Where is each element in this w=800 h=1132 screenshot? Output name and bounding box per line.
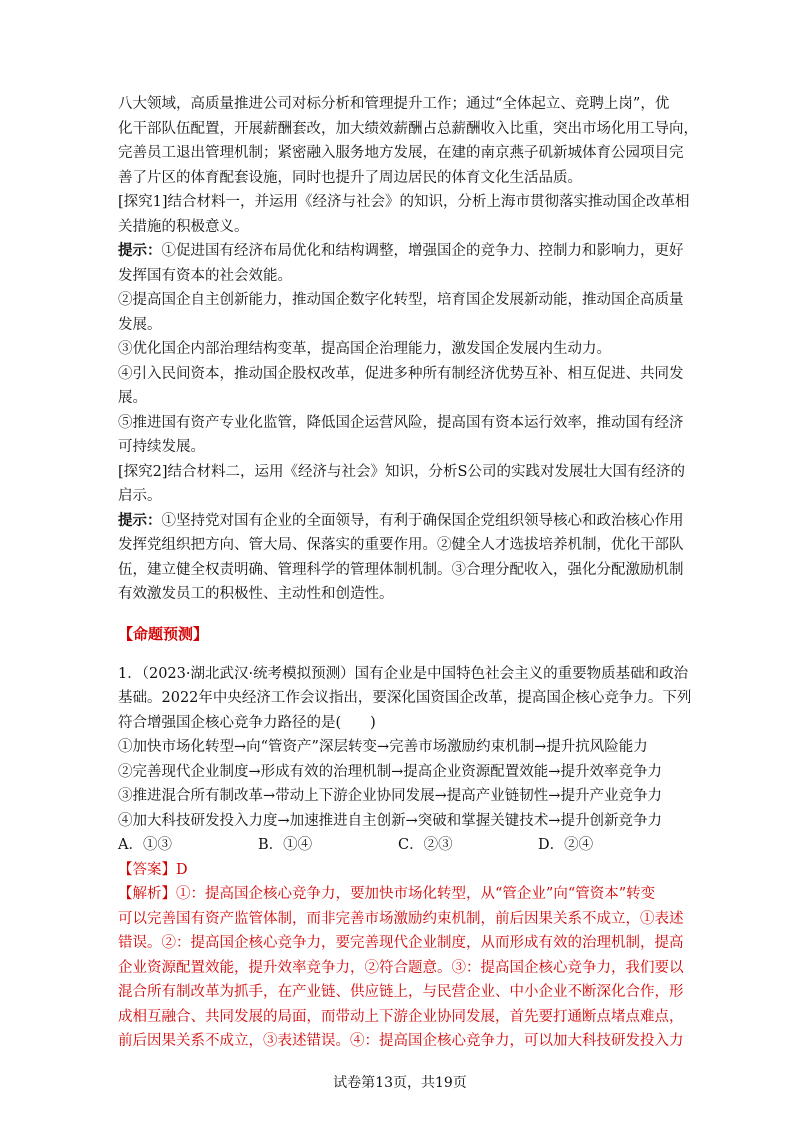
hint-line: 展。 bbox=[118, 390, 147, 406]
hint-line: 可持续发展。 bbox=[118, 439, 205, 455]
analysis bbox=[118, 882, 688, 1054]
explore-1 bbox=[118, 190, 688, 460]
option-b: B．①④ bbox=[258, 837, 313, 853]
text-line: 善了片区的体育配套设施，同时也提升了周边居民的体育文化生活品质。 bbox=[118, 169, 582, 186]
hint-line: 发挥国有资本的社会效能。 bbox=[118, 267, 292, 284]
hint-line: ⑤推进国有资产专业化监管，降低国企运营风险，提高国有资本运行效率，推动国有经济 bbox=[118, 414, 684, 431]
hint-line bbox=[118, 239, 688, 264]
hint-line: 发挥党组织把方向、管大局、保落实的重要作用。②健全人才选拔培养机制，优化干部队 bbox=[118, 537, 684, 553]
hint-line: 发展。 bbox=[118, 316, 162, 333]
text-line: 化干部队伍配置，开展薪酬套改，加大绩效薪酬占总薪酬收入比重，突出市场化用工导向， bbox=[118, 120, 698, 137]
question-1 bbox=[118, 662, 692, 858]
analysis-line: 【解析】①：提高国企核心竞争力，要加快市场化转型，从“管企业”向“管资本”转变 bbox=[118, 886, 656, 902]
question-item: ④加大科技研发投入力度→加速推进自主创新→突破和掌握关键技术→提升创新竞争力 bbox=[118, 812, 662, 829]
intro-paragraph bbox=[118, 92, 698, 190]
hint-line: ②提高国企自主创新能力，推动国企数字化转型，培育国企发展新动能，推动国企高质量 bbox=[118, 292, 684, 308]
explore-question: 启示。 bbox=[118, 488, 162, 504]
analysis-line: 混合所有制改革为抓手，在产业链、供应链上，与民营企业、中小企业不断深化合作，形 bbox=[118, 984, 684, 1000]
question-stem: 基础。2022年中央经济工作会议指出，要深化国资国企改革，提高国企核心竞争力。下列 bbox=[118, 690, 692, 706]
answer-options bbox=[118, 833, 688, 858]
page-body bbox=[118, 92, 698, 1054]
analysis-line: 企业资源配置效能，提升效率竞争力，②符合题意。③：提高国企核心竞争力，我们要以 bbox=[118, 959, 684, 976]
hint-line bbox=[118, 509, 688, 534]
hint-label: 提示： bbox=[118, 511, 162, 529]
analysis-line: 前后因果关系不成立，③表述错误。④：提高国企核心竞争力，可以加大科技研发投入力 bbox=[118, 1033, 684, 1049]
hint-line: 伍，建立健全权责明确、管理科学的管理体制机制。③合理分配收入，强化分配激励机制 bbox=[118, 561, 684, 578]
hint-line: ④引入民间资本，推动国企股权改革，促进多种所有制经济优势互补、相互促进、共同发 bbox=[118, 365, 684, 382]
analysis-line: 错误。②：提高国企核心竞争力，要完善现代企业制度，从而形成有效的治理机制，提高 bbox=[118, 935, 684, 951]
text-line: 完善员工退出管理机制；紧密融入服务地方发展，在建的南京燕子矶新城体育公园项目完 bbox=[118, 145, 684, 161]
hint-line: ③优化国企内部治理结构变革，提高国企治理能力，激发国企发展内生动力。 bbox=[118, 341, 611, 357]
question-item: ②完善现代企业制度→形成有效的治理机制→提高企业资源配置效能→提升效率竞争力 bbox=[118, 763, 662, 780]
option-d: D．②④ bbox=[538, 837, 594, 853]
option-a: A．①③ bbox=[118, 837, 172, 853]
explore-2 bbox=[118, 460, 688, 607]
explore-question: 关措施的积极意义。 bbox=[118, 218, 249, 235]
analysis-line: 成相互融合、共同发展的局面，而带动上下游企业协同发展，首先要打通断点堵点难点， bbox=[118, 1008, 684, 1025]
analysis-line: 可以完善国有资产监管体制，而非完善市场激励约束机制，前后因果关系不成立，①表述 bbox=[118, 910, 684, 927]
question-stem: 1．（2023·湖北武汉·统考模拟预测）国有企业是中国特色社会主义的重要物质基础和政治 bbox=[118, 665, 689, 682]
answer-line: 【答案】D bbox=[118, 861, 188, 878]
text-line: 八大领域，高质量推进公司对标分析和管理提升工作；通过“全体起立、竞聘上岗”，优 bbox=[118, 96, 670, 112]
hint-label: 提示： bbox=[118, 242, 162, 259]
question-stem: 符合增强国企核心竞争力路径的是( ) bbox=[118, 714, 376, 731]
section-heading: 【命题预测】 bbox=[118, 624, 209, 643]
explore-question: [探究2]结合材料二，运用《经济与社会》知识，分析S公司的实践对发展壮大国有经济的 bbox=[118, 463, 685, 480]
hint-line: 有效激发员工的积极性、主动性和创造性。 bbox=[118, 586, 394, 602]
page-footer: 试卷第13页，共19页 bbox=[333, 1075, 467, 1091]
question-item: ①加快市场化转型→向“管资产”深层转变→完善市场激励约束机制→提升抗风险能力 bbox=[118, 739, 648, 755]
option-c: C．②③ bbox=[398, 837, 453, 853]
explore-question: [探究1]结合材料一，并运用《经济与社会》的知识，分析上海市贯彻落实推动国企改革相 bbox=[118, 194, 690, 210]
hint-text: ①坚持党对国有企业的全面领导，有利于确保国企党组织领导核心和政治核心作用 bbox=[161, 512, 684, 529]
hint-text: ①促进国有经济布局优化和结构调整，增强国企的竞争力、控制力和影响力，更好 bbox=[161, 243, 684, 259]
question-item: ③推进混合所有制改革→带动上下游企业协同发展→提高产业链韧性→提升产业竞争力 bbox=[118, 788, 662, 804]
